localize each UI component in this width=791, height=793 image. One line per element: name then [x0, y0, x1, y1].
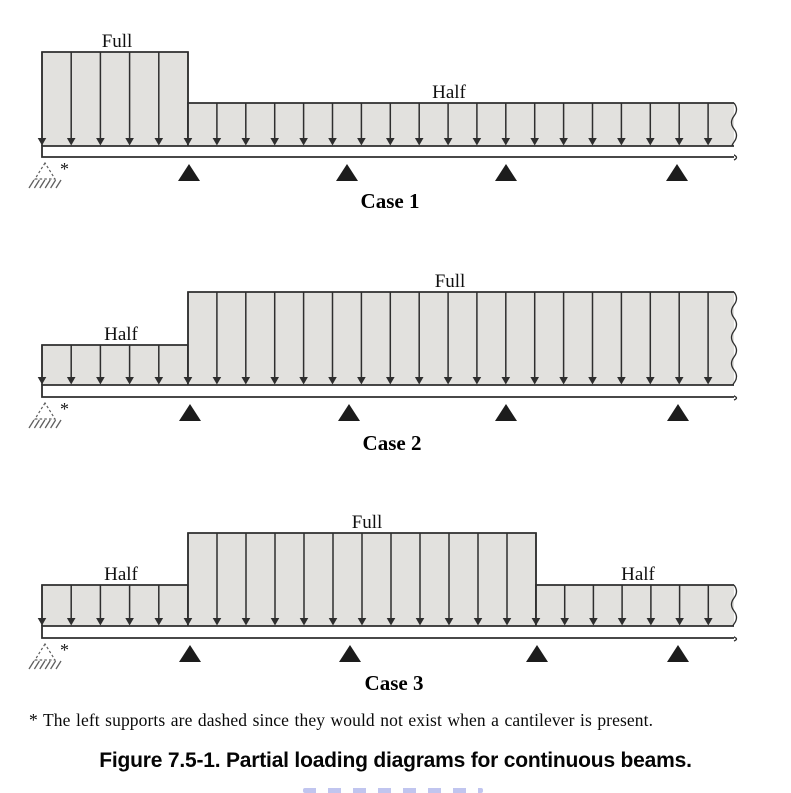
case-2-diagram	[29, 271, 737, 455]
support-triangle-icon	[495, 164, 517, 181]
support-triangle-icon	[179, 645, 201, 662]
dashed-left-support-icon	[29, 644, 61, 669]
load-label: Half	[621, 564, 655, 585]
support-triangle-icon	[179, 404, 201, 421]
case-label: Case 3	[364, 671, 424, 695]
support-triangle-icon	[667, 404, 689, 421]
support-triangle-icon	[339, 645, 361, 662]
case-label: Case 2	[362, 431, 422, 455]
support-asterisk: *	[60, 159, 69, 179]
support-triangle-icon	[495, 404, 517, 421]
load-region-half	[42, 585, 188, 626]
figure-footnote: * The left supports are dashed since they would not exist when a cantilever is present.	[29, 710, 654, 730]
beam	[42, 146, 734, 157]
load-label: Half	[432, 82, 466, 103]
load-region-full	[188, 292, 734, 385]
support-triangle-icon	[667, 645, 689, 662]
beam	[42, 626, 734, 638]
load-label: Full	[101, 31, 133, 52]
load-label: Full	[351, 512, 383, 533]
clipped-blue-text-fragment	[303, 788, 483, 793]
support-asterisk: *	[60, 399, 69, 419]
figure-caption: Figure 7.5-1. Partial loading diagrams for continuous beams.	[99, 749, 692, 772]
load-label: Full	[434, 271, 466, 292]
support-asterisk: *	[60, 640, 69, 660]
load-label: Half	[104, 324, 138, 345]
load-region-half	[42, 345, 188, 385]
case-label: Case 1	[360, 189, 420, 213]
support-triangle-icon	[526, 645, 548, 662]
support-triangle-icon	[338, 404, 360, 421]
beam	[42, 385, 734, 397]
support-triangle-icon	[336, 164, 358, 181]
support-triangle-icon	[178, 164, 200, 181]
load-label: Half	[104, 564, 138, 585]
load-region-full	[42, 52, 188, 146]
dashed-left-support-icon	[29, 163, 61, 188]
support-triangle-icon	[666, 164, 688, 181]
case-3-diagram	[29, 512, 737, 695]
dashed-left-support-icon	[29, 403, 61, 428]
case-1-diagram	[29, 31, 737, 213]
